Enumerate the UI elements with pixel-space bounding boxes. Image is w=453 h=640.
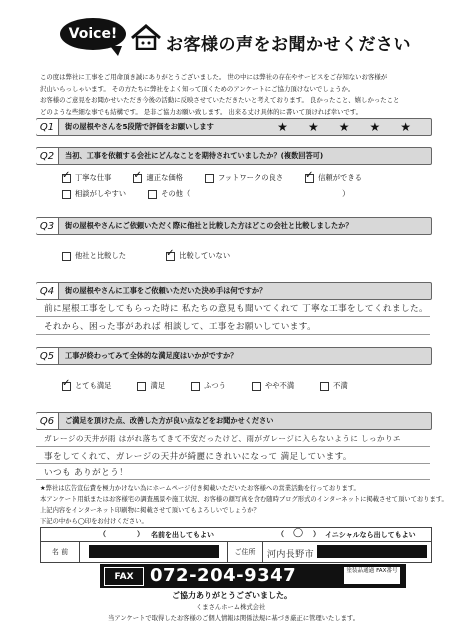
q6-text: ご満足を頂けた点、改善した方が良い点などをお聞かせください [65, 416, 274, 425]
q5-option[interactable]: 満足 [137, 381, 165, 391]
intro-text: この度は弊社に工事をご用命頂き誠にありがとうございました。 世の中には弊社の存在やサービスをご存知ないお客様が 沢山いらっしゃいます。 その方たちに弊社をよく知って頂くためのアンケートにご協力頂けないでしょうか。 お客様のご意見をお聞かせいただき今後の活動に反映させていただきたいと考えております。 良かったこと、嬉しかったこと どのような些細な事でも結構です。 是非ご協力お願い致します。 出来る丈け具体的に書いて頂ければ幸いです。 [40, 73, 400, 116]
checkbox[interactable] [62, 174, 71, 183]
divider [36, 334, 430, 335]
q1-number: Q1 [36, 119, 59, 135]
q2-bar [36, 147, 432, 165]
house-icon [130, 24, 162, 50]
q2-other-close: ） [342, 189, 350, 198]
q1-text: 街の屋根やさんを5段階で評価をお願いします [65, 122, 214, 131]
circle-mark: ◯ [293, 528, 304, 538]
q2-options-row1 [62, 173, 362, 183]
thanks-text: ご協力ありがとうございました。 [172, 591, 292, 600]
q5-text: 工事が終わってみて全体的な満足度はいかがですか？ [65, 351, 238, 360]
star-icon[interactable]: ★ [369, 120, 381, 134]
checkbox[interactable] [148, 190, 157, 199]
page-title: お客様の声をお聞かせください [166, 35, 411, 55]
voice-badge: Voice! [60, 18, 126, 50]
q2-option[interactable]: ✓ 信頼ができる [305, 173, 362, 183]
q2-option[interactable]: 相談がしやすい [62, 189, 126, 199]
q1-bar [36, 118, 432, 136]
q6-answer-line: いつも ありがとう！ [44, 468, 129, 478]
q3-number: Q3 [36, 218, 59, 234]
name-label: 名 前 [41, 542, 80, 562]
rating-stars [277, 120, 411, 134]
footer-note: 上記内容をインターネット印刷物に掲載させて頂いてもよろしいでしょうか？ [40, 507, 260, 514]
fax-label: FAX [104, 567, 144, 586]
q6-answer-line: ガレージの天井が雨 はがれ落ちてきて不安だったけど、雨がガレージに入らないように しっかりエ [44, 434, 401, 443]
q2-option[interactable]: フットワークの良さ [205, 173, 283, 183]
address-value: 河内長野市 [267, 550, 315, 560]
address-label: ご住所 [227, 542, 263, 562]
contact-table [40, 527, 432, 563]
checkbox[interactable] [305, 174, 314, 183]
q4-answer-line: 前に屋根工事をしてもらった時に 私たちの意見も聞いてくれて 丁寧な工事をしてくれました。 [44, 304, 429, 314]
checkbox[interactable] [252, 382, 261, 391]
star-icon[interactable]: ★ [400, 120, 411, 134]
star-icon[interactable]: ★ [338, 120, 350, 134]
checkbox[interactable] [62, 382, 71, 391]
q4-text: 街の屋根やさんに工事をご依頼いただいた決め手は何ですか？ [65, 286, 267, 295]
q5-bar [36, 347, 432, 365]
checkbox[interactable] [62, 190, 71, 199]
q2-option[interactable]: その他（ [148, 189, 190, 199]
company-name: くまさんホーム株式会社 [196, 604, 266, 611]
divider [36, 463, 430, 464]
q5-option[interactable]: ✓ とても満足 [62, 381, 111, 391]
q6-bar [36, 412, 432, 430]
q6-number: Q6 [36, 413, 59, 429]
fax-side-label: 塗装品通過 FAX番号 [344, 567, 400, 584]
checkbox[interactable] [133, 174, 142, 183]
divider [36, 446, 430, 447]
footer-note: 本アンケート用紙またはお客様宅の調査風景や施工状況、お客様の顔写真を含む随時ブログ形式のインターネットに掲載させて頂いております。 [40, 496, 448, 503]
q4-answer-line: それから、困った事があれば 相談して、工事をお願いしています。 [44, 322, 317, 332]
star-icon[interactable]: ★ [277, 120, 288, 134]
checkbox[interactable] [320, 382, 329, 391]
q5-number: Q5 [36, 348, 59, 364]
q5-option[interactable]: 不満 [320, 381, 348, 391]
checkbox[interactable] [191, 382, 200, 391]
checkbox[interactable] [137, 382, 146, 391]
consent-row: （ ） 名前を出してもよい （ ◯ ） イニシャルなら出してもよい [41, 528, 431, 542]
divider [36, 316, 430, 317]
q4-bar [36, 282, 432, 300]
q6-answer-line: 事をしてくれて、ガレージの天井が綺麗にきれいになって 満足しています。 [44, 452, 352, 462]
q2-options-row2 [62, 189, 190, 199]
q3-text: 街の屋根やさんにご依頼いただく際に他社と比較した方はどこの会社と比較しましたか？ [65, 221, 353, 230]
address-redacted [317, 545, 427, 558]
checkbox[interactable] [62, 252, 71, 261]
checkbox[interactable] [166, 252, 175, 261]
footer-note: ★弊社は広告宣伝費を極力かけない為にホームページ付き掲載いただいたお客様への営業活動を行っております。 [40, 485, 360, 492]
fax-number: 072-204-9347 [150, 565, 297, 586]
consent-name-option[interactable]: 名前を出してもよい [151, 531, 214, 539]
q5-option[interactable]: ふつう [191, 381, 226, 391]
q2-number: Q2 [36, 148, 59, 164]
fax-bar [100, 564, 406, 588]
q5-option[interactable]: やや不満 [252, 381, 294, 391]
q2-option[interactable]: ✓ 丁寧な仕事 [62, 173, 111, 183]
divider [36, 479, 430, 480]
checkbox[interactable] [205, 174, 214, 183]
privacy-note: 当アンケートで取得したお客様のご個人情報は関係法規に基づき厳正に管理いたします。 [108, 615, 359, 622]
q4-number: Q4 [36, 283, 59, 299]
consent-initial-option[interactable]: イニシャルなら出してもよい [325, 531, 416, 539]
q3-options [62, 251, 230, 261]
q3-option[interactable]: 他社と比較した [62, 251, 126, 261]
name-redacted [89, 545, 219, 558]
star-icon[interactable]: ★ [307, 120, 319, 134]
q2-option[interactable]: ✓ 適正な価格 [133, 173, 182, 183]
q2-text: 当初、工事を依頼する会社にどんなことを期待されていましたか？(複数回答可) [65, 151, 324, 160]
q5-options [62, 381, 348, 391]
footer-note: 下記の中から◯印をお付けください。 [40, 518, 148, 525]
q3-option[interactable]: ✓ 比較していない [166, 251, 230, 261]
q3-bar [36, 217, 432, 235]
